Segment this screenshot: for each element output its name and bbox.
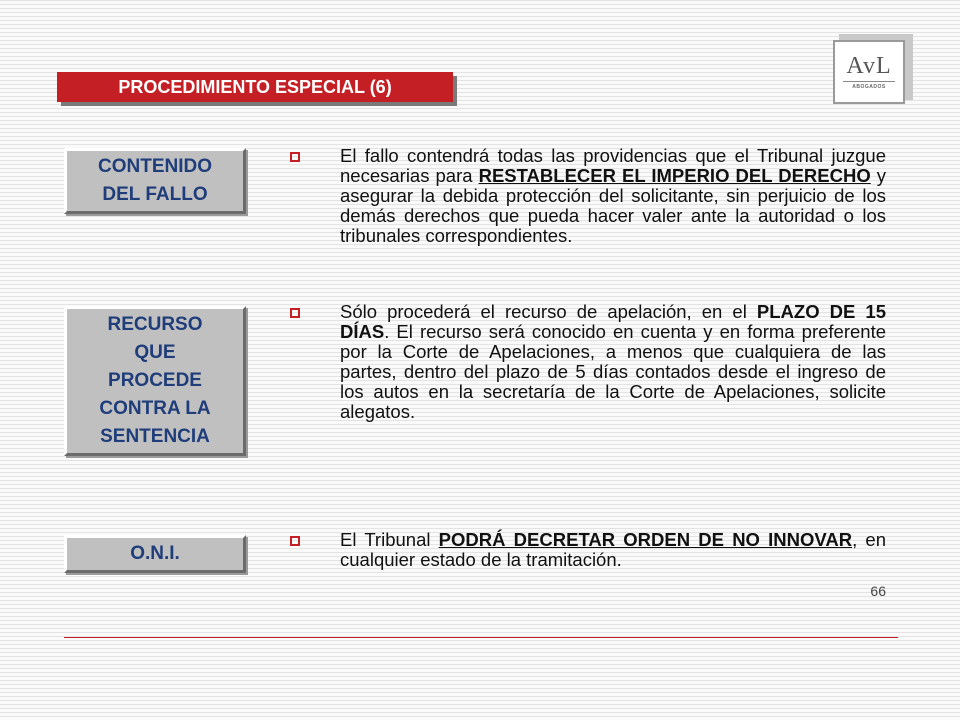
logo-text: AvL bbox=[846, 53, 892, 79]
label-contenido-del-fallo bbox=[64, 148, 246, 214]
bullet-text-fallo bbox=[340, 146, 886, 246]
bullet-fallo-emphasis: RESTABLECER EL IMPERIO DEL DERECHO bbox=[478, 165, 871, 186]
logo-divider bbox=[843, 81, 895, 82]
bullet-recurso-pre: Sólo procederá el recurso de apelación, en el bbox=[340, 301, 757, 322]
bullet-fallo-pre: El fallo contendrá todas las providencias que el Tribunal juzgue necesarias para bbox=[340, 145, 886, 186]
label-recurso-que-procede bbox=[64, 306, 246, 456]
bullet-item-fallo bbox=[290, 146, 886, 246]
bullet-oni-pre: El Tribunal bbox=[340, 529, 439, 550]
bullet-oni-emphasis: PODRÁ DECRETAR ORDEN DE NO INNOVAR bbox=[438, 529, 853, 550]
hollow-square-bullet-icon bbox=[290, 308, 300, 318]
bullet-oni-post: , en cualquier estado de la tramitación. bbox=[340, 529, 886, 570]
footer-divider bbox=[64, 637, 898, 638]
bullet-text-oni bbox=[340, 530, 886, 570]
bullet-fallo-post: y asegurar la debida protección del solicitante, sin perjuicio de los demás derechos que pueda hacer valer ante la autoridad o los tribunales correspondientes. bbox=[340, 165, 887, 246]
bullet-text-recurso bbox=[340, 302, 886, 422]
page-number: 66 bbox=[870, 583, 886, 599]
avl-logo bbox=[833, 34, 913, 102]
hollow-square-bullet-icon bbox=[290, 536, 300, 546]
logo-subtitle: ABOGADOS bbox=[852, 84, 886, 90]
slide-title: PROCEDIMIENTO ESPECIAL (6) bbox=[57, 72, 453, 102]
hollow-square-bullet-icon bbox=[290, 152, 300, 162]
label-recurso-text: RECURSO QUE PROCEDE CONTRA LA SENTENCIA bbox=[99, 314, 211, 447]
bullet-recurso-emphasis: PLAZO DE 15 DÍAS bbox=[340, 301, 887, 342]
label-contenido-text: CONTENIDO DEL FALLO bbox=[98, 156, 212, 205]
logo-card bbox=[833, 40, 905, 104]
label-oni-text: O.N.I. bbox=[130, 543, 180, 564]
bullet-item-recurso bbox=[290, 302, 886, 422]
bullet-item-oni bbox=[290, 530, 886, 570]
bullet-recurso-post: . El recurso será conocido en cuenta y en forma preferente por la Corte de Apelaciones, a menos que cualquiera de las partes, dentro del plazo de 5 días contados desde el ingreso de los autos en la secretaría de la Corte de Apelaciones, solicite alegatos. bbox=[340, 321, 886, 422]
label-oni bbox=[64, 535, 246, 573]
